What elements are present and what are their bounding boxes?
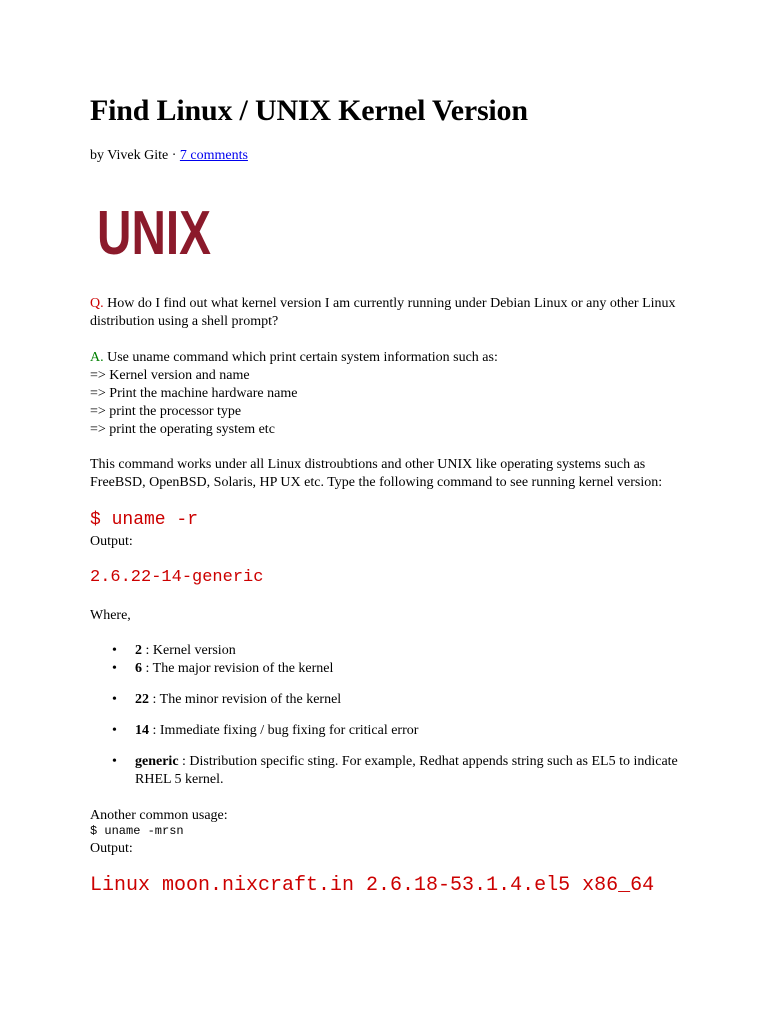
item-desc: : The minor revision of the kernel	[149, 692, 342, 707]
command-uname-mrsn: $ uname -mrsn	[90, 824, 184, 838]
description-paragraph: This command works under all Linux distroubtions and other UNIX like operating systems such as FreeBSD, OpenBSD, Solaris, HP UX etc. Type the following command to see running kernel version:	[90, 457, 663, 490]
list-item	[90, 691, 680, 709]
unix-logo	[95, 196, 215, 268]
where-label: Where,	[90, 608, 131, 623]
another-usage-label: Another common usage:	[90, 808, 228, 823]
item-desc: : Distribution specific sting. For example, Redhat appends string such as EL5 to indicate RHEL 5 kernel.	[135, 754, 678, 787]
answer-item: => print the processor type	[90, 404, 242, 419]
output-label-2: Output:	[90, 841, 133, 856]
output-value: 2.6.22-14-generic	[90, 568, 264, 587]
item-key: 6	[135, 661, 142, 676]
command-uname-r: $ uname -r	[90, 510, 199, 530]
list-item	[90, 722, 680, 740]
item-desc: : Immediate fixing / bug fixing for critical error	[149, 723, 419, 738]
question-text: How do I find out what kernel version I am currently running under Debian Linux or any other Linux distribution using a shell prompt?	[90, 296, 676, 329]
answer-item: => print the operating system etc	[90, 422, 275, 437]
question-label: Q.	[90, 296, 104, 311]
page-title: Find Linux / UNIX Kernel Version	[90, 94, 528, 127]
output-value-2: Linux moon.nixcraft.in 2.6.18-53.1.4.el5 x86_64	[90, 874, 655, 897]
list-item	[90, 642, 680, 660]
where-list	[90, 642, 680, 789]
item-key: generic	[135, 754, 179, 769]
comments-link[interactable]: 7 comments	[179, 148, 248, 163]
answer-item: => Kernel version and name	[90, 368, 250, 383]
item-desc: : The major revision of the kernel	[142, 661, 334, 676]
answer-intro: Use uname command which print certain system information such as:	[103, 350, 498, 365]
svg-text:UNIX: UNIX	[97, 199, 211, 268]
item-key: 14	[135, 723, 149, 738]
list-item	[90, 753, 680, 789]
author-label: by Vivek Gite ·	[90, 148, 180, 163]
output-label: Output:	[90, 534, 133, 549]
item-key: 2	[135, 643, 142, 658]
list-item	[90, 660, 680, 678]
item-key: 22	[135, 692, 149, 707]
byline	[90, 148, 248, 164]
answer-paragraph	[90, 349, 680, 439]
answer-item: => Print the machine hardware name	[90, 386, 298, 401]
question-paragraph	[90, 295, 680, 331]
answer-label: A.	[90, 350, 104, 365]
item-desc: : Kernel version	[142, 643, 236, 658]
